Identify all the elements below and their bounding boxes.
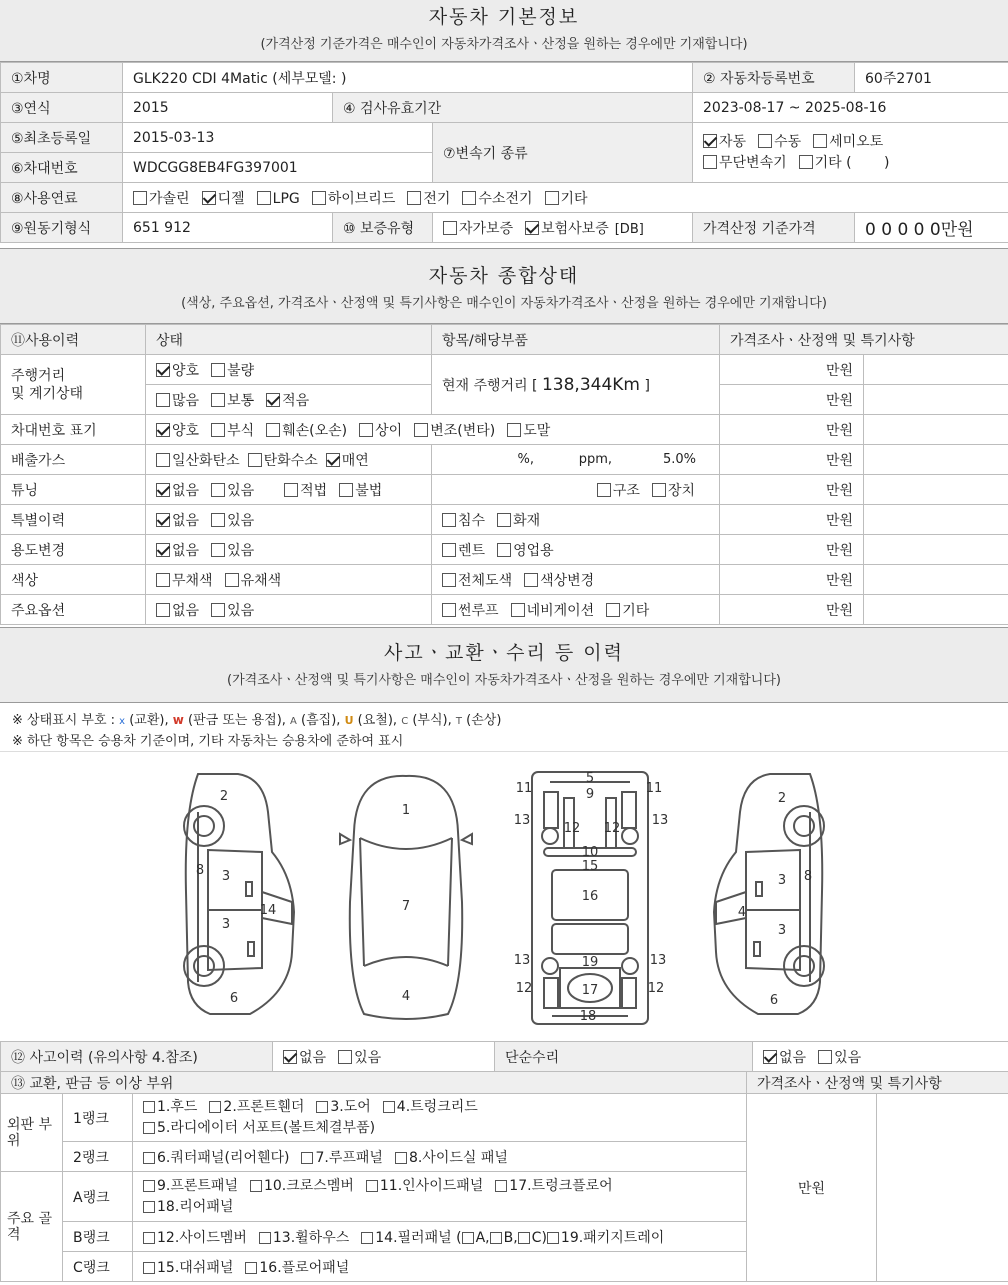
warranty-label: ⑩ 보증유형 [333,213,433,243]
color-change-checkbox[interactable] [524,573,538,587]
tuning-illegal-checkbox[interactable] [339,483,353,497]
part-quarter-panel-checkbox[interactable] [143,1152,155,1164]
part-label: 12 [603,821,621,836]
inspect-label: ④ 검사유효기간 [333,93,693,123]
basic-info-table [0,62,1008,243]
price-label: 가격산정 기준가격 [693,213,855,243]
vin-value: WDCGG8EB4FG397001 [123,153,433,183]
vin-mark-opts: 양호 부식 훼손(오손) 상이 변조(변타) 도말 [146,415,720,445]
part-label: 16 [581,889,599,904]
fuel-other-checkbox[interactable] [545,191,559,205]
color-chromatic-checkbox[interactable] [225,573,239,587]
engine-value: 651 912 [123,213,333,243]
overall-status-table [0,324,1008,625]
color-opts-2: 전체도색 색상변경 [432,565,720,595]
rankB-opts: 12.사이드멤버 13.휠하우스 14.필러패널 ( A, B, C) 19.패키지트레이 [133,1222,747,1252]
vin-mark-painted-checkbox[interactable] [507,423,521,437]
basic-info-header [0,0,1008,62]
part-label: 11 [515,781,533,796]
basic-info-title: 자동차 기본정보 [428,6,580,28]
overall-status-title: 자동차 종합상태 [428,265,580,287]
part-label: 8 [195,863,205,878]
part-label: 13 [651,813,669,828]
vin-mark-damage-checkbox[interactable] [266,423,280,437]
color-fullpaint-checkbox[interactable] [442,573,456,587]
trans-label: ⑦변속기 종류 [433,123,693,183]
inspect-value: 2023-08-17 ~ 2025-08-16 [693,93,1008,123]
special-fire-checkbox[interactable] [497,513,511,527]
part-front-panel-checkbox[interactable] [143,1180,155,1192]
trans-cvt-checkbox[interactable] [703,155,717,169]
reg-no-label: ② 자동차등록번호 [693,63,855,93]
car-name-value: GLK220 CDI 4Matic (세부모델: ) [123,63,693,93]
accident-subtitle: (가격조사ㆍ산정액 및 특기사항은 매수인이 자동차가격조사ㆍ산정을 원하는 경우에만 기재합니다) [227,673,781,688]
tuning-legal-checkbox[interactable] [284,483,298,497]
overall-status-header [0,248,1008,324]
vin-mark-rust-checkbox[interactable] [211,423,225,437]
fuel-lpg-checkbox[interactable] [257,191,271,205]
unit-cell: 만원 [720,565,864,595]
fuel-electric-checkbox[interactable] [407,191,421,205]
mileage-readout: 현재 주행거리 [ 138,344Km ] [432,355,720,415]
usage-yes-checkbox[interactable] [211,543,225,557]
part-label: 12 [515,981,533,996]
price-header: 가격조사ㆍ산정액 및 특기사항 [720,325,1008,355]
part-label: 19 [581,955,599,970]
emission-hc-checkbox[interactable] [248,453,262,467]
part-label: 11 [645,781,663,796]
tuning-device-checkbox[interactable] [652,483,666,497]
special-opts-2: 침수 화재 [432,505,720,535]
color-label: 색상 [1,565,146,595]
usage-opts: 없음 있음 [146,535,432,565]
year-value: 2015 [123,93,333,123]
fuel-hydrogen-checkbox[interactable] [462,191,476,205]
part-label: 3 [221,869,231,884]
trans-other-checkbox[interactable] [799,155,813,169]
part-wheel-house-checkbox[interactable] [259,1232,271,1244]
emission-smoke-checkbox[interactable] [326,453,340,467]
part-pillar-panel-checkbox[interactable] [361,1232,373,1244]
accident-opts: 없음 있음 [273,1042,495,1072]
overall-status-subtitle: (색상, 주요옵션, 가격조사ㆍ산정액 및 특기사항은 매수인이 자동차가격조사ㆍ산정을 원하는 경우에만 기재합니다) [181,296,827,311]
part-trunk-floor-checkbox[interactable] [495,1180,507,1192]
tuning-opts-3: 구조 장치 [432,475,720,505]
option-opts: 없음 있음 [146,595,432,625]
mileage-few-checkbox[interactable] [266,393,280,407]
emission-label: 배출가스 [1,445,146,475]
first-reg-value: 2015-03-13 [123,123,433,153]
color-opts: 무채색 유채색 [146,565,432,595]
part-inside-panel-checkbox[interactable] [366,1180,378,1192]
parts-label: ⑬ 교환, 판금 등 이상 부위 [1,1072,747,1094]
simple-repair-label: 단순수리 [495,1042,753,1072]
part-dash-panel-checkbox[interactable] [143,1262,155,1274]
reg-no-value: 60주2701 [855,63,1008,93]
tuning-none-checkbox[interactable] [156,483,170,497]
unit-cell: 만원 [720,415,864,445]
accident-header [0,627,1008,703]
part-hood-checkbox[interactable] [143,1101,155,1113]
unit-cell: 만원 [720,475,864,505]
price-value: 0 0 0 0 0만원 [855,213,1008,243]
rankC-opts: 15.대쉬패널 16.플로어패널 [133,1252,747,1282]
part-package-tray-checkbox[interactable] [547,1232,559,1244]
color-achromatic-checkbox[interactable] [156,573,170,587]
accident-yes-checkbox[interactable] [338,1050,352,1064]
unit-cell: 만원 [720,385,864,415]
outer-panel-label: 외판 부위 [1,1094,63,1172]
part-side-member-checkbox[interactable] [143,1232,155,1244]
part-label: 6 [229,991,239,1006]
item-header: 항목/해당부품 [432,325,720,355]
part-label: 13 [649,953,667,968]
vin-label: ⑥차대번호 [1,153,123,183]
part-label: 8 [803,869,813,884]
part-roof-panel-checkbox[interactable] [301,1152,313,1164]
emission-opts: 일산화탄소 탄화수소 매연 [146,445,432,475]
warranty-options: 자가보증 보험사보증 [DB] [433,213,693,243]
part-trunk-lid-checkbox[interactable] [383,1101,395,1113]
pillar-c-checkbox[interactable] [518,1232,530,1244]
state-header: 상태 [146,325,432,355]
parts-table [0,1071,1008,1282]
vin-mark-diff-checkbox[interactable] [359,423,373,437]
part-label: 2 [219,789,229,804]
car-right-side [714,774,824,1014]
main-frame-label: 주요 골격 [1,1172,63,1282]
rankB-label: B랭크 [63,1222,133,1252]
option-navi-checkbox[interactable] [511,603,525,617]
vin-mark-label: 차대번호 표기 [1,415,146,445]
part-door-checkbox[interactable] [316,1101,328,1113]
trans-options: 자동 수동 세미오토 무단변속기 기타 ( ) [693,123,1008,183]
mileage-opts-1: 양호 불량 [146,355,432,385]
basic-info-subtitle: (가격산정 기준가격은 매수인이 자동차가격조사ㆍ산정을 원하는 경우에만 기재합니다) [260,37,748,52]
rankA-opts: 9.프론트패널 10.크로스멤버 11.인사이드패널 17.트렁크플로어 18.리어패널 [133,1172,747,1222]
trans-auto-checkbox[interactable] [703,134,717,148]
car-damage-diagram [0,752,1008,1042]
mileage-normal-checkbox[interactable] [211,393,225,407]
accident-title: 사고ㆍ교환ㆍ수리 등 이력 [384,642,624,664]
symbol-legend: ※ 상태표시 부호 : x (교환), w (판금 또는 용접), A (흠집), U (요철), C (부식), T (손상) [12,713,502,728]
unit-cell: 만원 [720,445,864,475]
fuel-hybrid-checkbox[interactable] [312,191,326,205]
tuning-structure-checkbox[interactable] [597,483,611,497]
vin-mark-altered-checkbox[interactable] [414,423,428,437]
emission-values: %, ppm, 5.0% [432,445,720,475]
part-label: 3 [777,873,787,888]
part-label: 18 [579,1009,597,1024]
part-label: 13 [513,953,531,968]
special-none-checkbox[interactable] [156,513,170,527]
tuning-yes-checkbox[interactable] [211,483,225,497]
rank1-label: 1랭크 [63,1094,133,1142]
part-label: 6 [769,993,779,1008]
part-label: 13 [513,813,531,828]
rank1-opts: 1.후드 2.프론트휀더 3.도어 4.트렁크리드 5.라디에이터 서포트(볼트체결부품) [133,1094,747,1142]
special-yes-checkbox[interactable] [211,513,225,527]
part-label: 4 [401,989,411,1004]
simple-yes-checkbox[interactable] [818,1050,832,1064]
unit-cell: 만원 [720,505,864,535]
option-label: 주요옵션 [1,595,146,625]
parts-price-label: 가격조사ㆍ산정액 및 특기사항 [747,1072,1008,1094]
part-label: 10 [581,845,599,860]
accident-label: ⑫ 사고이력 (유의사항 4.참조) [1,1042,273,1072]
tuning-label: 튜닝 [1,475,146,505]
trans-semi-checkbox[interactable] [813,134,827,148]
fuel-diesel-checkbox[interactable] [202,191,216,205]
option-other-checkbox[interactable] [606,603,620,617]
rankA-label: A랭크 [63,1172,133,1222]
usage-business-checkbox[interactable] [497,543,511,557]
pillar-a-checkbox[interactable] [462,1232,474,1244]
fuel-options: 가솔린 디젤 LPG 하이브리드 전기 수소전기 기타 [123,183,1008,213]
part-label: 12 [563,821,581,836]
option-sunroof-checkbox[interactable] [442,603,456,617]
warranty-self-checkbox[interactable] [443,221,457,235]
history-header: ⑪사용이력 [1,325,146,355]
part-rear-panel-checkbox[interactable] [143,1201,155,1213]
note-passenger: ※ 하단 항목은 승용차 기준이며, 기타 자동차는 승용차에 준하여 표시 [12,734,404,749]
tuning-opts: 없음 있음 적법 불법 [146,475,432,505]
first-reg-label: ⑤최초등록일 [1,123,123,153]
special-label: 특별이력 [1,505,146,535]
fuel-gasoline-checkbox[interactable] [133,191,147,205]
special-flood-checkbox[interactable] [442,513,456,527]
engine-label: ⑨원동기형식 [1,213,123,243]
part-label: 1 [401,803,411,818]
unit-cell: 만원 [720,595,864,625]
usage-none-checkbox[interactable] [156,543,170,557]
part-label: 9 [585,787,595,802]
option-opts-2: 썬루프 네비게이션 기타 [432,595,720,625]
part-label: 5 [585,771,595,786]
part-front-fender-checkbox[interactable] [209,1101,221,1113]
part-label: 3 [777,923,787,938]
car-left-side [184,774,294,1014]
part-label: 12 [647,981,665,996]
pillar-b-checkbox[interactable] [490,1232,502,1244]
car-name-label: ①차명 [1,63,123,93]
part-label: 4 [737,905,747,920]
rankC-label: C랭크 [63,1252,133,1282]
unit-cell: 만원 [720,355,864,385]
usage-opts-2: 렌트 영업용 [432,535,720,565]
usage-label: 용도변경 [1,535,146,565]
part-cross-member-checkbox[interactable] [250,1180,262,1192]
part-label: 17 [581,983,599,998]
special-opts: 없음 있음 [146,505,432,535]
option-none-checkbox[interactable] [156,603,170,617]
mileage-many-checkbox[interactable] [156,393,170,407]
mileage-bad-checkbox[interactable] [211,363,225,377]
simple-none-checkbox[interactable] [763,1050,777,1064]
trans-manual-checkbox[interactable] [758,134,772,148]
year-label: ③연식 [1,93,123,123]
option-yes-checkbox[interactable] [211,603,225,617]
vin-mark-good-checkbox[interactable] [156,423,170,437]
accident-row [0,1041,1008,1072]
part-label: 14 [259,903,277,918]
part-label: 15 [581,859,599,874]
part-floor-panel-checkbox[interactable] [245,1262,257,1274]
mileage-opts-2: 많음 보통 적음 [146,385,432,415]
part-label: 7 [401,899,411,914]
unit-cell: 만원 [720,535,864,565]
legend-notes [0,704,1008,752]
fuel-label: ⑧사용연료 [1,183,123,213]
part-radiator-support-checkbox[interactable] [143,1122,155,1134]
accident-none-checkbox[interactable] [283,1050,297,1064]
part-label: 2 [777,791,787,806]
mileage-label: 주행거리 및 계기상태 [1,355,146,415]
rank2-opts: 6.쿼터패널(리어휀다) 7.루프패널 8.사이드실 패널 [133,1142,747,1172]
part-side-sill-checkbox[interactable] [395,1152,407,1164]
parts-price-unit: 만원 [747,1094,877,1282]
usage-rent-checkbox[interactable] [442,543,456,557]
mileage-good-checkbox[interactable] [156,363,170,377]
simple-repair-opts: 없음 있음 [753,1042,1008,1072]
warranty-insurer-checkbox[interactable] [525,221,539,235]
emission-co-checkbox[interactable] [156,453,170,467]
rank2-label: 2랭크 [63,1142,133,1172]
part-label: 3 [221,917,231,932]
